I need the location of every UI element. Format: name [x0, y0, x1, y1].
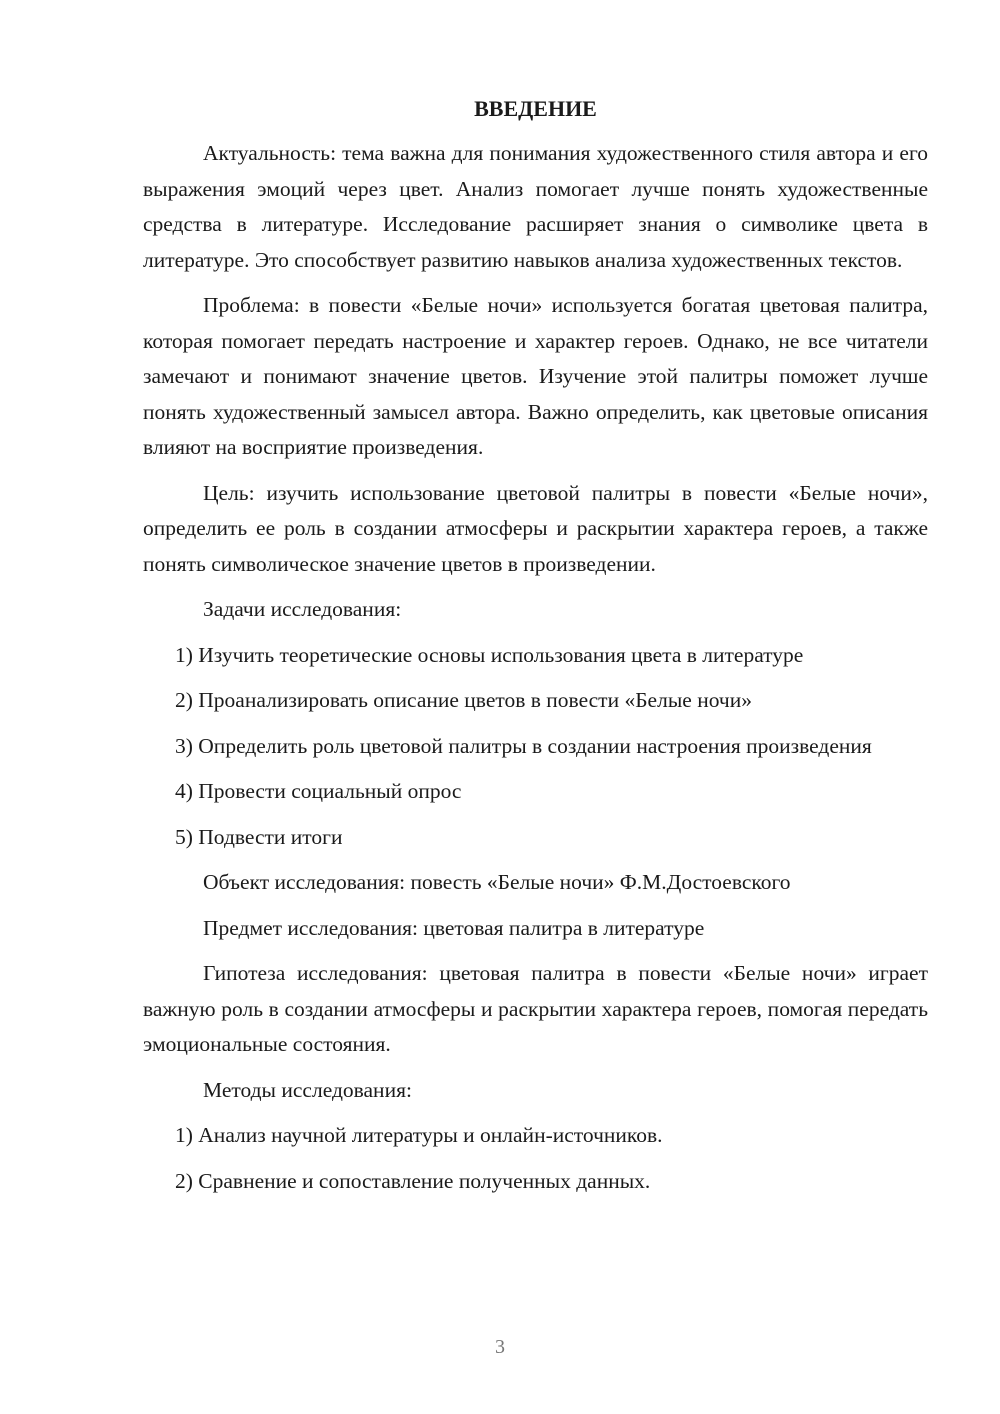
task-item: 5) Подвести итоги: [175, 824, 343, 849]
methods-heading: Методы исследования:: [203, 1077, 412, 1102]
subject-line: Предмет исследования: цветовая палитра в литературе: [203, 915, 705, 940]
relevance-paragraph: Актуальность: тема важна для понимания художественного стиля автора и его выражения эмоций через цвет. Анализ помогает лучше понять художественные средства в литературе. Исследование расширяет знания о символике цвета в литературе. Это способствует развитию навыков анализа художественных текстов.: [143, 141, 928, 272]
object-line: Объект исследования: повесть «Белые ночи» Ф.М.Достоевского: [203, 870, 791, 894]
goal-paragraph: Цель: изучить использование цветовой палитры в повести «Белые ночи», определить ее роль в создании атмосферы и раскрытии характера героев, а также понять символическое значение цветов в произведении.: [143, 480, 928, 576]
document-page: [143, 92, 928, 1209]
hypothesis-paragraph: Гипотеза исследования: цветовая палитра в повести «Белые ночи» играет важную роль в создании атмосферы и раскрытии характера героев, помогая передать эмоциональные состояния.: [143, 961, 928, 1056]
method-item: 2) Сравнение и сопоставление полученных данных.: [175, 1168, 651, 1193]
task-item: 1) Изучить теоретические основы использования цвета в литературе: [175, 642, 804, 667]
task-item: 2) Проанализировать описание цветов в повести «Белые ночи»: [175, 688, 752, 712]
tasks-heading: Задачи исследования:: [203, 597, 402, 621]
problem-paragraph: Проблема: в повести «Белые ночи» используется богатая цветовая палитра, которая помогает передать настроение и характер героев. Однако, не все читатели замечают и понимают значение цветов. Изучение этой палитры поможет лучше понять художественный замысел автора. Важно определить, как цветовые описания влияют на восприятие произведения.: [143, 293, 928, 459]
page-number: 3: [495, 1336, 505, 1358]
method-item: 1) Анализ научной литературы и онлайн-источников.: [175, 1123, 663, 1147]
page-title: ВВЕДЕНИЕ: [474, 96, 597, 121]
task-item: 4) Провести социальный опрос: [175, 779, 462, 803]
task-item: 3) Определить роль цветовой палитры в создании настроения произведения: [175, 733, 872, 758]
